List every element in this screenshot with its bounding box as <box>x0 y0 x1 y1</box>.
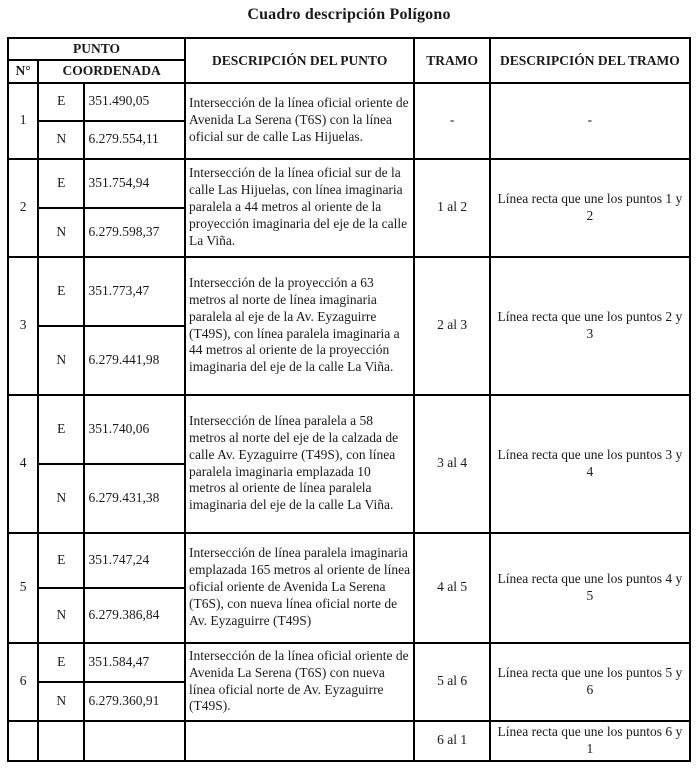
table-row <box>8 721 690 761</box>
header-row-1 <box>8 38 690 60</box>
coordinate-n-label: N <box>38 208 84 257</box>
tramo-description-cell: Línea recta que une los puntos 4 y 5 <box>490 533 690 643</box>
coordinate-n-value: 6.279.386,84 <box>84 588 185 643</box>
coordinate-e-value: 351.584,47 <box>84 643 185 682</box>
coordinate-n-label: N <box>38 588 84 643</box>
coordinate-n-value: 6.279.598,37 <box>84 208 185 257</box>
coordinate-e-label: E <box>38 533 84 588</box>
table-row <box>8 83 690 121</box>
tramo-cell: 5 al 6 <box>414 643 489 721</box>
coordinate-e-value: 351.773,47 <box>84 257 185 326</box>
point-description-cell: Intersección de la línea oficial oriente de Avenida La Serena (T6S) con nueva línea oficial norte de Av. Eyzaguirre (T49S). <box>185 643 414 721</box>
coordinate-n-value: 6.279.431,38 <box>84 464 185 533</box>
tramo-description-cell: Línea recta que une los puntos 2 y 3 <box>490 257 690 395</box>
tramo-description-cell: Línea recta que une los puntos 5 y 6 <box>490 643 690 721</box>
table-row <box>8 643 690 682</box>
coordinate-n-value: 6.279.441,98 <box>84 326 185 395</box>
polygon-description-table <box>7 37 691 762</box>
header-tramo: TRAMO <box>414 38 489 83</box>
coordinate-n-value: 6.279.554,11 <box>84 121 185 159</box>
header-descripcion-punto: DESCRIPCIÓN DEL PUNTO <box>185 38 414 83</box>
point-number-cell: 5 <box>8 533 38 643</box>
point-number-cell: 1 <box>8 83 38 159</box>
coordinate-e-label: E <box>38 159 84 208</box>
coordinate-n-label: N <box>38 326 84 395</box>
tramo-cell: 3 al 4 <box>414 395 489 533</box>
coordinate-e-value: 351.740,06 <box>84 395 185 464</box>
point-description-cell: Intersección de línea paralela imaginaria emplazada 165 metros al oriente de línea oficial oriente de Avenida La Serena (T6S), con nueva línea oficial norte de Av. Eyzaguirre (T49S) <box>185 533 414 643</box>
point-number-cell: 2 <box>8 159 38 257</box>
coordinate-e-value: 351.747,24 <box>84 533 185 588</box>
point-number-cell: 6 <box>8 643 38 721</box>
table-row <box>8 533 690 588</box>
table-row <box>8 395 690 464</box>
coordinate-n-label: N <box>38 464 84 533</box>
point-description-cell <box>185 721 414 761</box>
tramo-cell: 2 al 3 <box>414 257 489 395</box>
tramo-cell: 6 al 1 <box>414 721 489 761</box>
header-punto: PUNTO <box>8 38 185 60</box>
coordinate-value-cell <box>84 721 185 761</box>
coordinate-n-label: N <box>38 121 84 159</box>
point-number-cell: 4 <box>8 395 38 533</box>
table-row <box>8 159 690 208</box>
header-coordenada: COORDENADA <box>38 60 185 83</box>
table-row <box>8 257 690 326</box>
coordinate-n-value: 6.279.360,91 <box>84 682 185 721</box>
header-numero: N° <box>8 60 38 83</box>
point-description-cell: Intersección de línea paralela a 58 metros al norte del eje de la calzada de calle Av. Eyzaguirre (T49S), con línea paralela imaginaria emplazada 10 metros al oriente de línea paralela imaginaria del eje de la calle La Viña. <box>185 395 414 533</box>
tramo-cell: 4 al 5 <box>414 533 489 643</box>
coordinate-e-value: 351.754,94 <box>84 159 185 208</box>
coordinate-n-label: N <box>38 682 84 721</box>
tramo-description-cell: Línea recta que une los puntos 3 y 4 <box>490 395 690 533</box>
coordinate-e-label: E <box>38 643 84 682</box>
header-descripcion-tramo: DESCRIPCIÓN DEL TRAMO <box>490 38 690 83</box>
tramo-description-cell: Línea recta que une los puntos 6 y 1 <box>490 721 690 761</box>
point-description-cell: Intersección de la línea oficial sur de la calle Las Hijuelas, con línea imaginaria paralela a 44 metros al oriente de la proyección imaginaria del eje de la calle La Viña. <box>185 159 414 257</box>
tramo-cell: - <box>414 83 489 159</box>
tramo-description-cell: Línea recta que une los puntos 1 y 2 <box>490 159 690 257</box>
point-number-cell <box>8 721 38 761</box>
page-title: Cuadro descripción Polígono <box>247 6 451 23</box>
tramo-cell: 1 al 2 <box>414 159 489 257</box>
point-description-cell: Intersección de la línea oficial oriente de Avenida La Serena (T6S) con la línea oficial sur de calle Las Hijuelas. <box>185 83 414 159</box>
coordinate-e-label: E <box>38 395 84 464</box>
point-description-cell: Intersección de la proyección a 63 metros al norte de línea imaginaria paralela al eje de la Av. Eyzaguirre (T49S), con línea paralela imaginaria a 44 metros al oriente de la proyección imaginaria del eje de la calle La Viña. <box>185 257 414 395</box>
coordinate-label-cell <box>38 721 84 761</box>
coordinate-e-value: 351.490,05 <box>84 83 185 121</box>
point-number-cell: 3 <box>8 257 38 395</box>
coordinate-e-label: E <box>38 83 84 121</box>
tramo-description-cell: - <box>490 83 690 159</box>
coordinate-e-label: E <box>38 257 84 326</box>
